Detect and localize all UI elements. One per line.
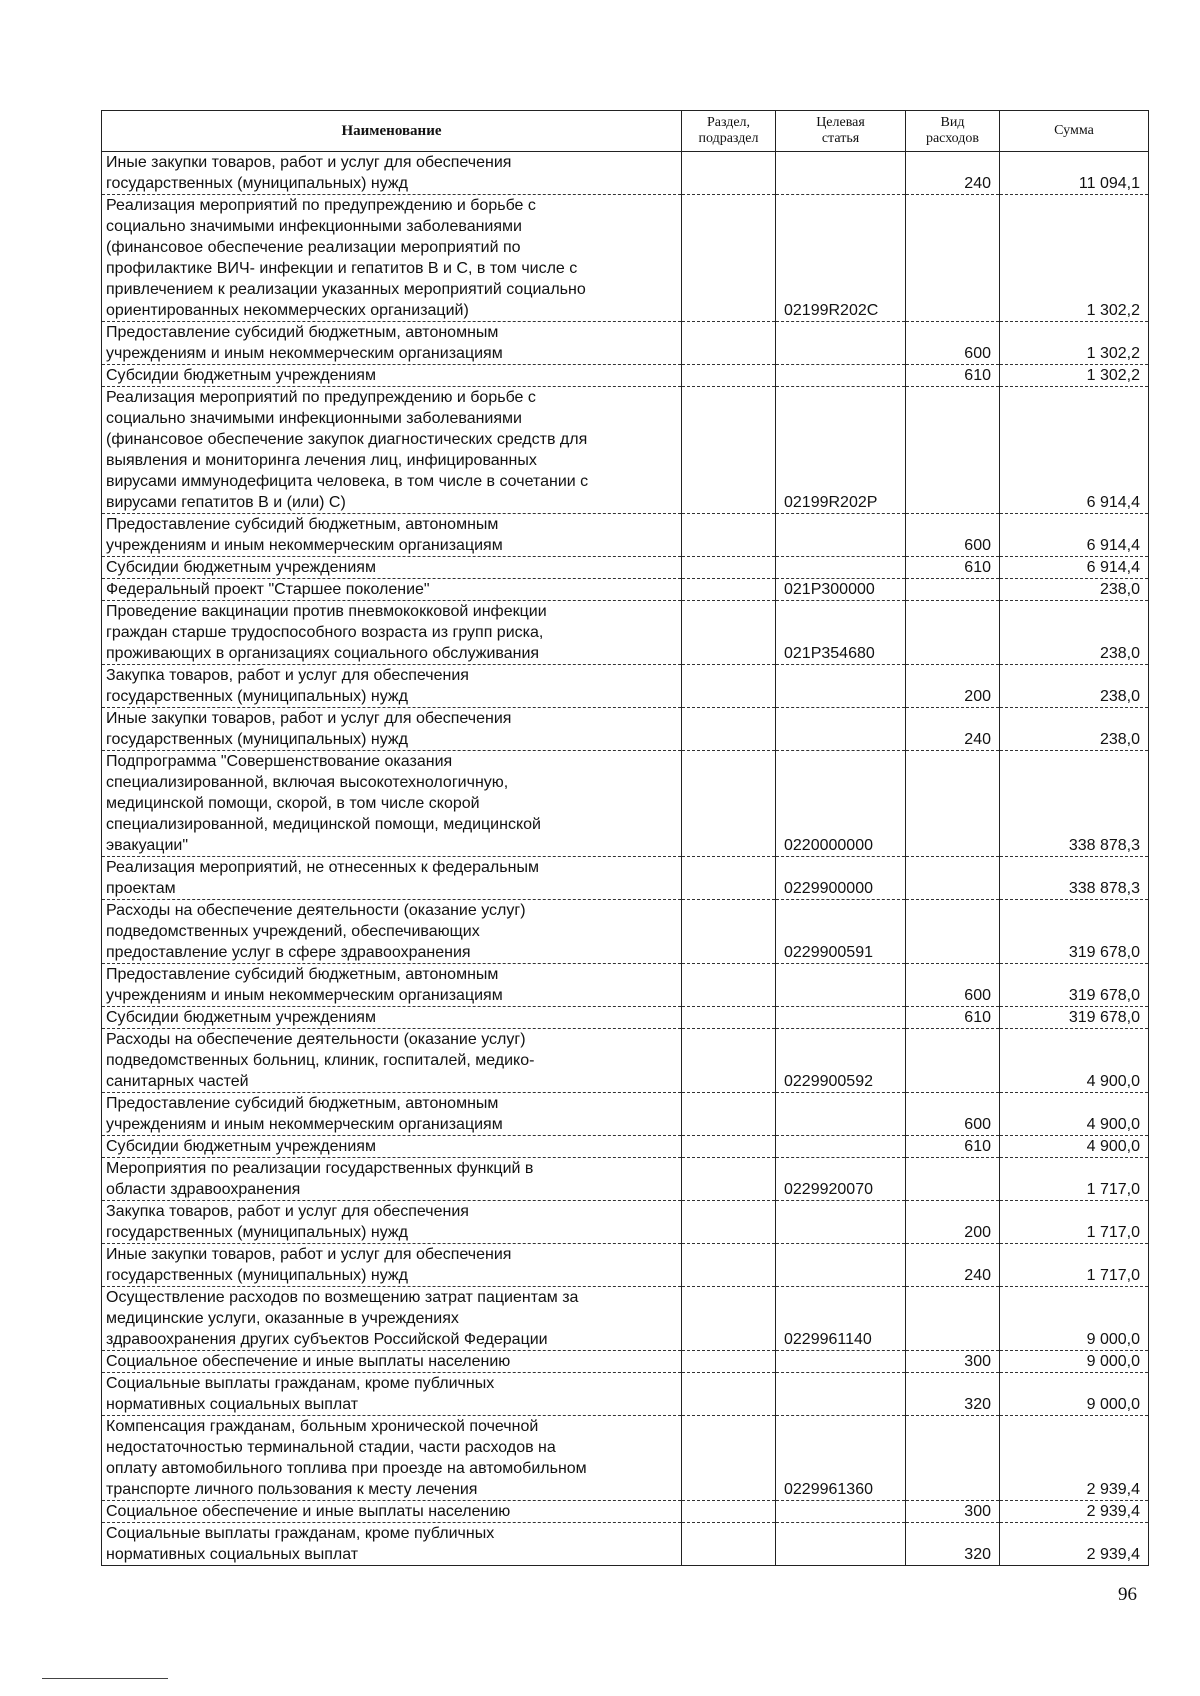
table-row (102, 1373, 1149, 1416)
cell-target (776, 514, 906, 557)
cell-name: Компенсация гражданам, больным хронической почечной недостаточностью терминальной стадии, части расходов на оплату автомобильного топлива при проезде на автомобильном транспорте личного пользования к месту лечения (102, 1416, 682, 1501)
cell-section (682, 1501, 776, 1523)
cell-target (776, 1244, 906, 1287)
table-row (102, 857, 1149, 900)
cell-type: 240 (906, 152, 1000, 195)
cell-type (906, 601, 1000, 665)
cell-name: Иные закупки товаров, работ и услуг для обеспечения государственных (муниципальных) нужд (102, 1244, 682, 1287)
table-row (102, 1501, 1149, 1523)
cell-section (682, 857, 776, 900)
cell-section (682, 387, 776, 514)
cell-name: Предоставление субсидий бюджетным, автономным учреждениям и иным некоммерческим организациям (102, 322, 682, 365)
header-name: Наименование (102, 111, 682, 152)
cell-name: Проведение вакцинации против пневмококковой инфекции граждан старше трудоспособного возраста из групп риска, проживающих в организациях социального обслуживания (102, 601, 682, 665)
cell-sum: 1 302,2 (1000, 322, 1149, 365)
cell-target: 0229900592 (776, 1029, 906, 1093)
cell-target: 0229920070 (776, 1158, 906, 1201)
cell-target (776, 322, 906, 365)
cell-type (906, 1287, 1000, 1351)
table-row (102, 1523, 1149, 1566)
cell-sum: 4 900,0 (1000, 1093, 1149, 1136)
cell-sum: 9 000,0 (1000, 1287, 1149, 1351)
cell-section (682, 1158, 776, 1201)
cell-type: 600 (906, 1093, 1000, 1136)
cell-type (906, 579, 1000, 601)
cell-name: Федеральный проект "Старшее поколение" (102, 579, 682, 601)
cell-name: Закупка товаров, работ и услуг для обеспечения государственных (муниципальных) нужд (102, 1201, 682, 1244)
cell-name: Реализация мероприятий, не отнесенных к федеральным проектам (102, 857, 682, 900)
budget-table (101, 110, 1149, 1566)
table-row (102, 152, 1149, 195)
cell-sum: 6 914,4 (1000, 387, 1149, 514)
cell-sum: 1 302,2 (1000, 365, 1149, 387)
cell-name: Иные закупки товаров, работ и услуг для обеспечения государственных (муниципальных) нужд (102, 152, 682, 195)
cell-sum: 2 939,4 (1000, 1416, 1149, 1501)
cell-section (682, 1244, 776, 1287)
cell-target (776, 1007, 906, 1029)
cell-section (682, 1351, 776, 1373)
table-row (102, 322, 1149, 365)
cell-section (682, 601, 776, 665)
cell-type: 200 (906, 665, 1000, 708)
cell-type: 610 (906, 557, 1000, 579)
cell-sum: 11 094,1 (1000, 152, 1149, 195)
cell-sum: 238,0 (1000, 601, 1149, 665)
cell-sum: 4 900,0 (1000, 1029, 1149, 1093)
cell-type (906, 195, 1000, 322)
cell-target (776, 708, 906, 751)
cell-target (776, 1093, 906, 1136)
cell-sum: 338 878,3 (1000, 751, 1149, 857)
cell-target: 0229961140 (776, 1287, 906, 1351)
table-row (102, 1158, 1149, 1201)
cell-name: Закупка товаров, работ и услуг для обеспечения государственных (муниципальных) нужд (102, 665, 682, 708)
cell-type (906, 857, 1000, 900)
cell-sum: 319 678,0 (1000, 964, 1149, 1007)
table-row (102, 514, 1149, 557)
table-row (102, 1351, 1149, 1373)
cell-sum: 238,0 (1000, 579, 1149, 601)
cell-type (906, 1416, 1000, 1501)
cell-type: 600 (906, 322, 1000, 365)
cell-name: Мероприятия по реализации государственных функций в области здравоохранения (102, 1158, 682, 1201)
cell-section (682, 1287, 776, 1351)
cell-target (776, 1201, 906, 1244)
cell-sum: 319 678,0 (1000, 900, 1149, 964)
table-row (102, 601, 1149, 665)
page-number: 96 (1118, 1584, 1137, 1605)
cell-section (682, 900, 776, 964)
cell-name: Подпрограмма "Совершенствование оказания специализированной, включая высокотехнологичную, медицинской помощи, скорой, в том числе скорой специализированной, медицинской помощи, медицинской эвакуации" (102, 751, 682, 857)
cell-section (682, 557, 776, 579)
cell-section (682, 195, 776, 322)
cell-section (682, 514, 776, 557)
cell-name: Иные закупки товаров, работ и услуг для обеспечения государственных (муниципальных) нужд (102, 708, 682, 751)
cell-type: 320 (906, 1373, 1000, 1416)
cell-sum: 1 302,2 (1000, 195, 1149, 322)
cell-section (682, 964, 776, 1007)
cell-target (776, 964, 906, 1007)
cell-sum: 1 717,0 (1000, 1201, 1149, 1244)
cell-type (906, 1158, 1000, 1201)
table-row (102, 900, 1149, 964)
cell-section (682, 1093, 776, 1136)
cell-type: 300 (906, 1351, 1000, 1373)
cell-target (776, 1136, 906, 1158)
table-row (102, 665, 1149, 708)
cell-section (682, 1416, 776, 1501)
cell-sum: 2 939,4 (1000, 1501, 1149, 1523)
cell-type: 240 (906, 708, 1000, 751)
cell-section (682, 152, 776, 195)
cell-sum: 9 000,0 (1000, 1373, 1149, 1416)
table-row (102, 1136, 1149, 1158)
cell-target: 021P354680 (776, 601, 906, 665)
cell-type: 600 (906, 964, 1000, 1007)
cell-target (776, 557, 906, 579)
table-header-row (102, 111, 1149, 152)
cell-type: 320 (906, 1523, 1000, 1566)
table-row (102, 1416, 1149, 1501)
cell-sum: 338 878,3 (1000, 857, 1149, 900)
cell-name: Реализация мероприятий по предупреждению и борьбе с социально значимыми инфекционными заболеваниями (финансовое обеспечение реализации мероприятий по профилактике ВИЧ- инфекции и гепатитов В и С, в том числе с привлечением к реализации указанных мероприятий социально ориентированных некоммерческих организаций) (102, 195, 682, 322)
cell-sum: 9 000,0 (1000, 1351, 1149, 1373)
cell-name: Предоставление субсидий бюджетным, автономным учреждениям и иным некоммерческим организациям (102, 1093, 682, 1136)
cell-section (682, 1029, 776, 1093)
cell-section (682, 1201, 776, 1244)
cell-section (682, 322, 776, 365)
cell-target (776, 365, 906, 387)
cell-target (776, 1501, 906, 1523)
cell-name: Социальное обеспечение и иные выплаты населению (102, 1351, 682, 1373)
cell-name: Субсидии бюджетным учреждениям (102, 1136, 682, 1158)
table-row (102, 387, 1149, 514)
cell-name: Предоставление субсидий бюджетным, автономным учреждениям и иным некоммерческим организациям (102, 964, 682, 1007)
cell-sum: 238,0 (1000, 665, 1149, 708)
cell-target (776, 1523, 906, 1566)
cell-target: 02199R202P (776, 387, 906, 514)
cell-type (906, 387, 1000, 514)
table-row (102, 1007, 1149, 1029)
cell-sum: 2 939,4 (1000, 1523, 1149, 1566)
cell-section (682, 751, 776, 857)
table-row (102, 1201, 1149, 1244)
cell-type: 300 (906, 1501, 1000, 1523)
cell-name: Предоставление субсидий бюджетным, автономным учреждениям и иным некоммерческим организациям (102, 514, 682, 557)
cell-sum: 6 914,4 (1000, 557, 1149, 579)
cell-name: Расходы на обеспечение деятельности (оказание услуг) подведомственных учреждений, обеспечивающих предоставление услуг в сфере здравоохранения (102, 900, 682, 964)
header-section: Раздел, подраздел (682, 111, 776, 152)
cell-section (682, 708, 776, 751)
cell-target: 0220000000 (776, 751, 906, 857)
table-row (102, 579, 1149, 601)
table-row (102, 1287, 1149, 1351)
table-row (102, 365, 1149, 387)
header-type: Вид расходов (906, 111, 1000, 152)
cell-section (682, 1007, 776, 1029)
cell-name: Социальные выплаты гражданам, кроме публичных нормативных социальных выплат (102, 1523, 682, 1566)
cell-section (682, 665, 776, 708)
cell-target: 021P300000 (776, 579, 906, 601)
cell-name: Субсидии бюджетным учреждениям (102, 557, 682, 579)
cell-target: 0229900591 (776, 900, 906, 964)
cell-target (776, 665, 906, 708)
cell-type: 240 (906, 1244, 1000, 1287)
cell-target: 02199R202C (776, 195, 906, 322)
cell-type: 610 (906, 1007, 1000, 1029)
table-row (102, 751, 1149, 857)
cell-section (682, 1136, 776, 1158)
cell-sum: 1 717,0 (1000, 1244, 1149, 1287)
header-sum: Сумма (1000, 111, 1149, 152)
table-row (102, 557, 1149, 579)
cell-name: Реализация мероприятий по предупреждению и борьбе с социально значимыми инфекционными заболеваниями (финансовое обеспечение закупок диагностических средств для выявления и мониторинга лечения лиц, инфицированных вирусами иммунодефицита человека, в том числе в сочетании с вирусами гепатитов В и (или) С) (102, 387, 682, 514)
cell-sum: 319 678,0 (1000, 1007, 1149, 1029)
cell-type (906, 900, 1000, 964)
cell-type: 600 (906, 514, 1000, 557)
cell-target (776, 1373, 906, 1416)
cell-name: Социальные выплаты гражданам, кроме публичных нормативных социальных выплат (102, 1373, 682, 1416)
table-row (102, 1093, 1149, 1136)
cell-name: Субсидии бюджетным учреждениям (102, 365, 682, 387)
cell-section (682, 365, 776, 387)
table-row (102, 1244, 1149, 1287)
cell-sum: 238,0 (1000, 708, 1149, 751)
header-target: Целевая статья (776, 111, 906, 152)
table-body (102, 152, 1149, 1566)
table-row (102, 964, 1149, 1007)
cell-sum: 4 900,0 (1000, 1136, 1149, 1158)
cell-sum: 1 717,0 (1000, 1158, 1149, 1201)
table-row (102, 708, 1149, 751)
cell-type (906, 1029, 1000, 1093)
cell-type: 610 (906, 365, 1000, 387)
cell-type (906, 751, 1000, 857)
cell-section (682, 1373, 776, 1416)
cell-type: 200 (906, 1201, 1000, 1244)
cell-name: Расходы на обеспечение деятельности (оказание услуг) подведомственных больниц, клиник, госпиталей, медико- санитарных частей (102, 1029, 682, 1093)
cell-sum: 6 914,4 (1000, 514, 1149, 557)
cell-section (682, 1523, 776, 1566)
cell-name: Социальное обеспечение и иные выплаты населению (102, 1501, 682, 1523)
cell-name: Осуществление расходов по возмещению затрат пациентам за медицинские услуги, оказанные в учреждениях здравоохранения других субъектов Российской Федерации (102, 1287, 682, 1351)
cell-name: Субсидии бюджетным учреждениям (102, 1007, 682, 1029)
cell-section (682, 579, 776, 601)
cell-target: 0229961360 (776, 1416, 906, 1501)
cell-type: 610 (906, 1136, 1000, 1158)
table-row (102, 1029, 1149, 1093)
table-row (102, 195, 1149, 322)
cell-target (776, 1351, 906, 1373)
cell-target (776, 152, 906, 195)
corner-line (42, 1678, 168, 1679)
cell-target: 0229900000 (776, 857, 906, 900)
